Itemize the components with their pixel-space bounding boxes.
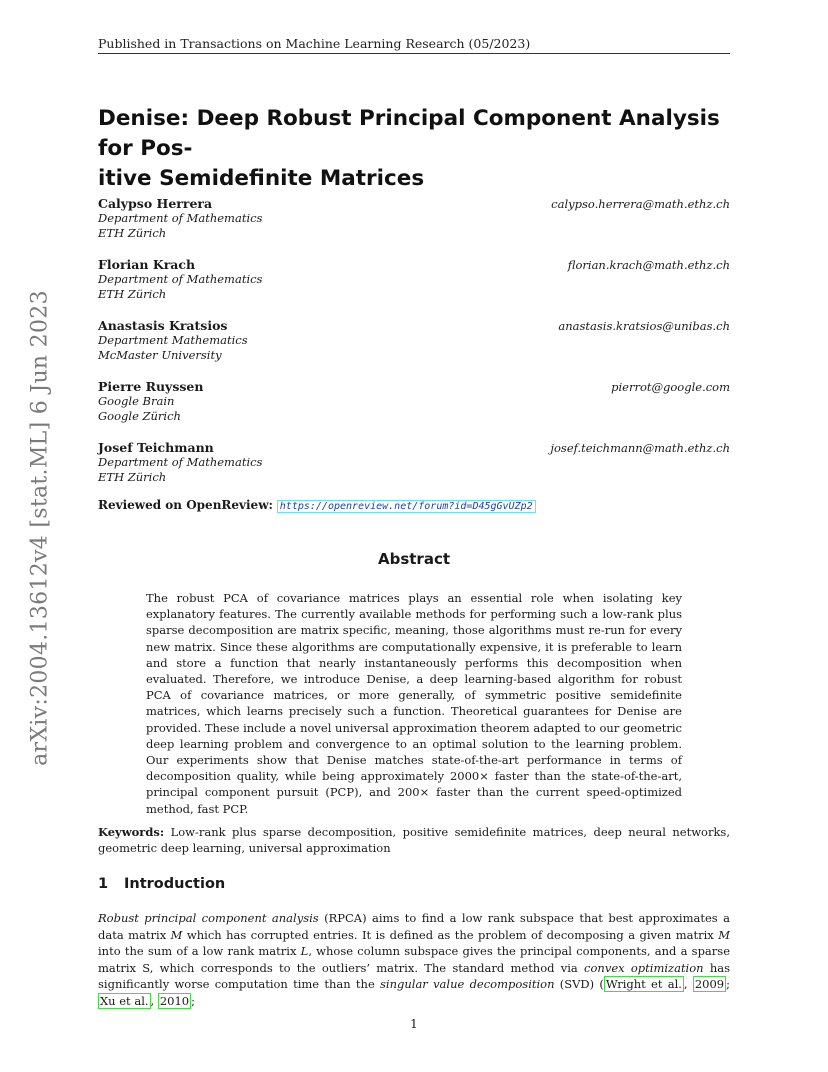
running-head: Published in Transactions on Machine Learning Research (05/2023) [98,36,531,51]
author-department: Department of Mathematics [98,455,263,469]
citation-link[interactable]: Xu et al. [100,993,149,1008]
header-rule [98,53,730,54]
arxiv-stamp: arXiv:2004.13612v4 [stat.ML] 6 Jun 2023 [27,290,53,766]
title-line-2: itive Semidefinite Matrices [98,166,425,191]
term-svd: singular value decomposition [380,977,555,992]
author-list [98,196,730,501]
author-email[interactable]: anastasis.kratsios@unibas.ch [558,319,730,333]
section-number: 1 [98,876,109,892]
review-line [98,498,738,514]
author-block [98,196,730,257]
intro-text: (SVD) ( [554,977,604,992]
author-institution: McMaster University [98,348,222,362]
section-heading-introduction [98,876,730,892]
author-block [98,379,730,440]
intro-text: ; [191,993,195,1008]
author-name: Florian Krach [98,257,196,272]
review-label: Reviewed on OpenReview: [98,498,273,512]
author-department: Department of Mathematics [98,272,263,286]
introduction-paragraph [98,910,730,1010]
var-m: M [718,927,730,942]
keywords [98,824,730,856]
author-email[interactable]: florian.krach@math.ethz.ch [567,258,730,272]
intro-text: has significantly worse computation time than the [98,960,730,992]
intro-text: , [150,993,158,1008]
author-block [98,257,730,318]
var-l: L [300,944,309,959]
keywords-text: Low-rank plus sparse decomposition, positive semidefinite matrices, deep neural networks, geometric deep learning, universal approximation [98,825,730,855]
author-email[interactable]: calypso.herrera@math.ethz.ch [551,197,730,211]
author-department: Google Brain [98,394,175,408]
page-number: 1 [410,1017,418,1031]
intro-text: , whose column subspace gives the principal components, and a sparse matrix S, which corresponds to the outliers’ matrix. The standard method via [98,944,730,975]
intro-text: , [683,977,693,992]
author-institution: ETH Zürich [98,470,167,484]
author-department: Department of Mathematics [98,211,263,225]
keywords-label: Keywords: [98,825,165,839]
citation-link[interactable]: Wright et al. [605,977,682,992]
author-institution: ETH Zürich [98,287,167,301]
term-convex-optimization: convex optimization [584,960,704,975]
intro-text: which has corrupted entries. It is defined as the problem of decomposing a given matrix [182,927,719,942]
citation-link[interactable]: 2010 [159,993,190,1008]
author-block [98,440,730,501]
paper-title [98,104,738,194]
author-name: Pierre Ruyssen [98,379,204,394]
term-rpca: Robust principal component analysis [98,911,319,925]
abstract-text: The robust PCA of covariance matrices plays an essential role when isolating key explanatory features. The currently available methods for performing such a low-rank plus sparse decomposition are matrix specific, meaning, those algorithms must re-run for every new matrix. Since these algorithms are computationally expensive, it is preferable to learn and store a function that nearly instantaneously performs this decomposition when evaluated. Therefore, we introduce Denise, a deep learning-based algorithm for robust PCA of covariance matrices, or more generally, of symmetric positive semidefinite matrices, which learns precisely such a function. Theoretical guarantees for Denise are provided. These include a novel universal approximation theorem adapted to our geometric deep learning problem and convergence to an optimal solution to the learning problem. Our experiments show that Denise matches state-of-the-art performance in terms of decomposition quality, while being approximately 2000× faster than the state-of-the-art, principal component pursuit (PCP), and 200× faster than the current speed-optimized method, fast PCP. [146,591,682,816]
var-m: M [170,927,183,942]
openreview-link[interactable]: https://openreview.net/forum?id=D45gGvUZp2 [277,500,536,513]
author-name: Calypso Herrera [98,196,213,211]
title-line-1: Denise: Deep Robust Principal Component Analysis for Pos- [98,106,720,161]
citation-link[interactable]: 2009 [694,977,725,992]
intro-text: (RPCA) aims to find a low rank subspace that best approximates a data matrix [98,911,730,942]
author-email[interactable]: josef.teichmann@math.ethz.ch [550,441,730,455]
author-institution: Google Zürich [98,409,181,423]
author-name: Anastasis Kratsios [98,318,228,333]
abstract-heading: Abstract [377,550,451,568]
author-name: Josef Teichmann [98,440,214,455]
intro-text: into the sum of a low rank matrix [98,944,301,959]
intro-text: ; [726,977,730,992]
author-department: Department Mathematics [98,333,248,347]
section-title: Introduction [124,876,226,892]
author-block [98,318,730,379]
author-institution: ETH Zürich [98,226,167,240]
author-email[interactable]: pierrot@google.com [611,380,730,394]
